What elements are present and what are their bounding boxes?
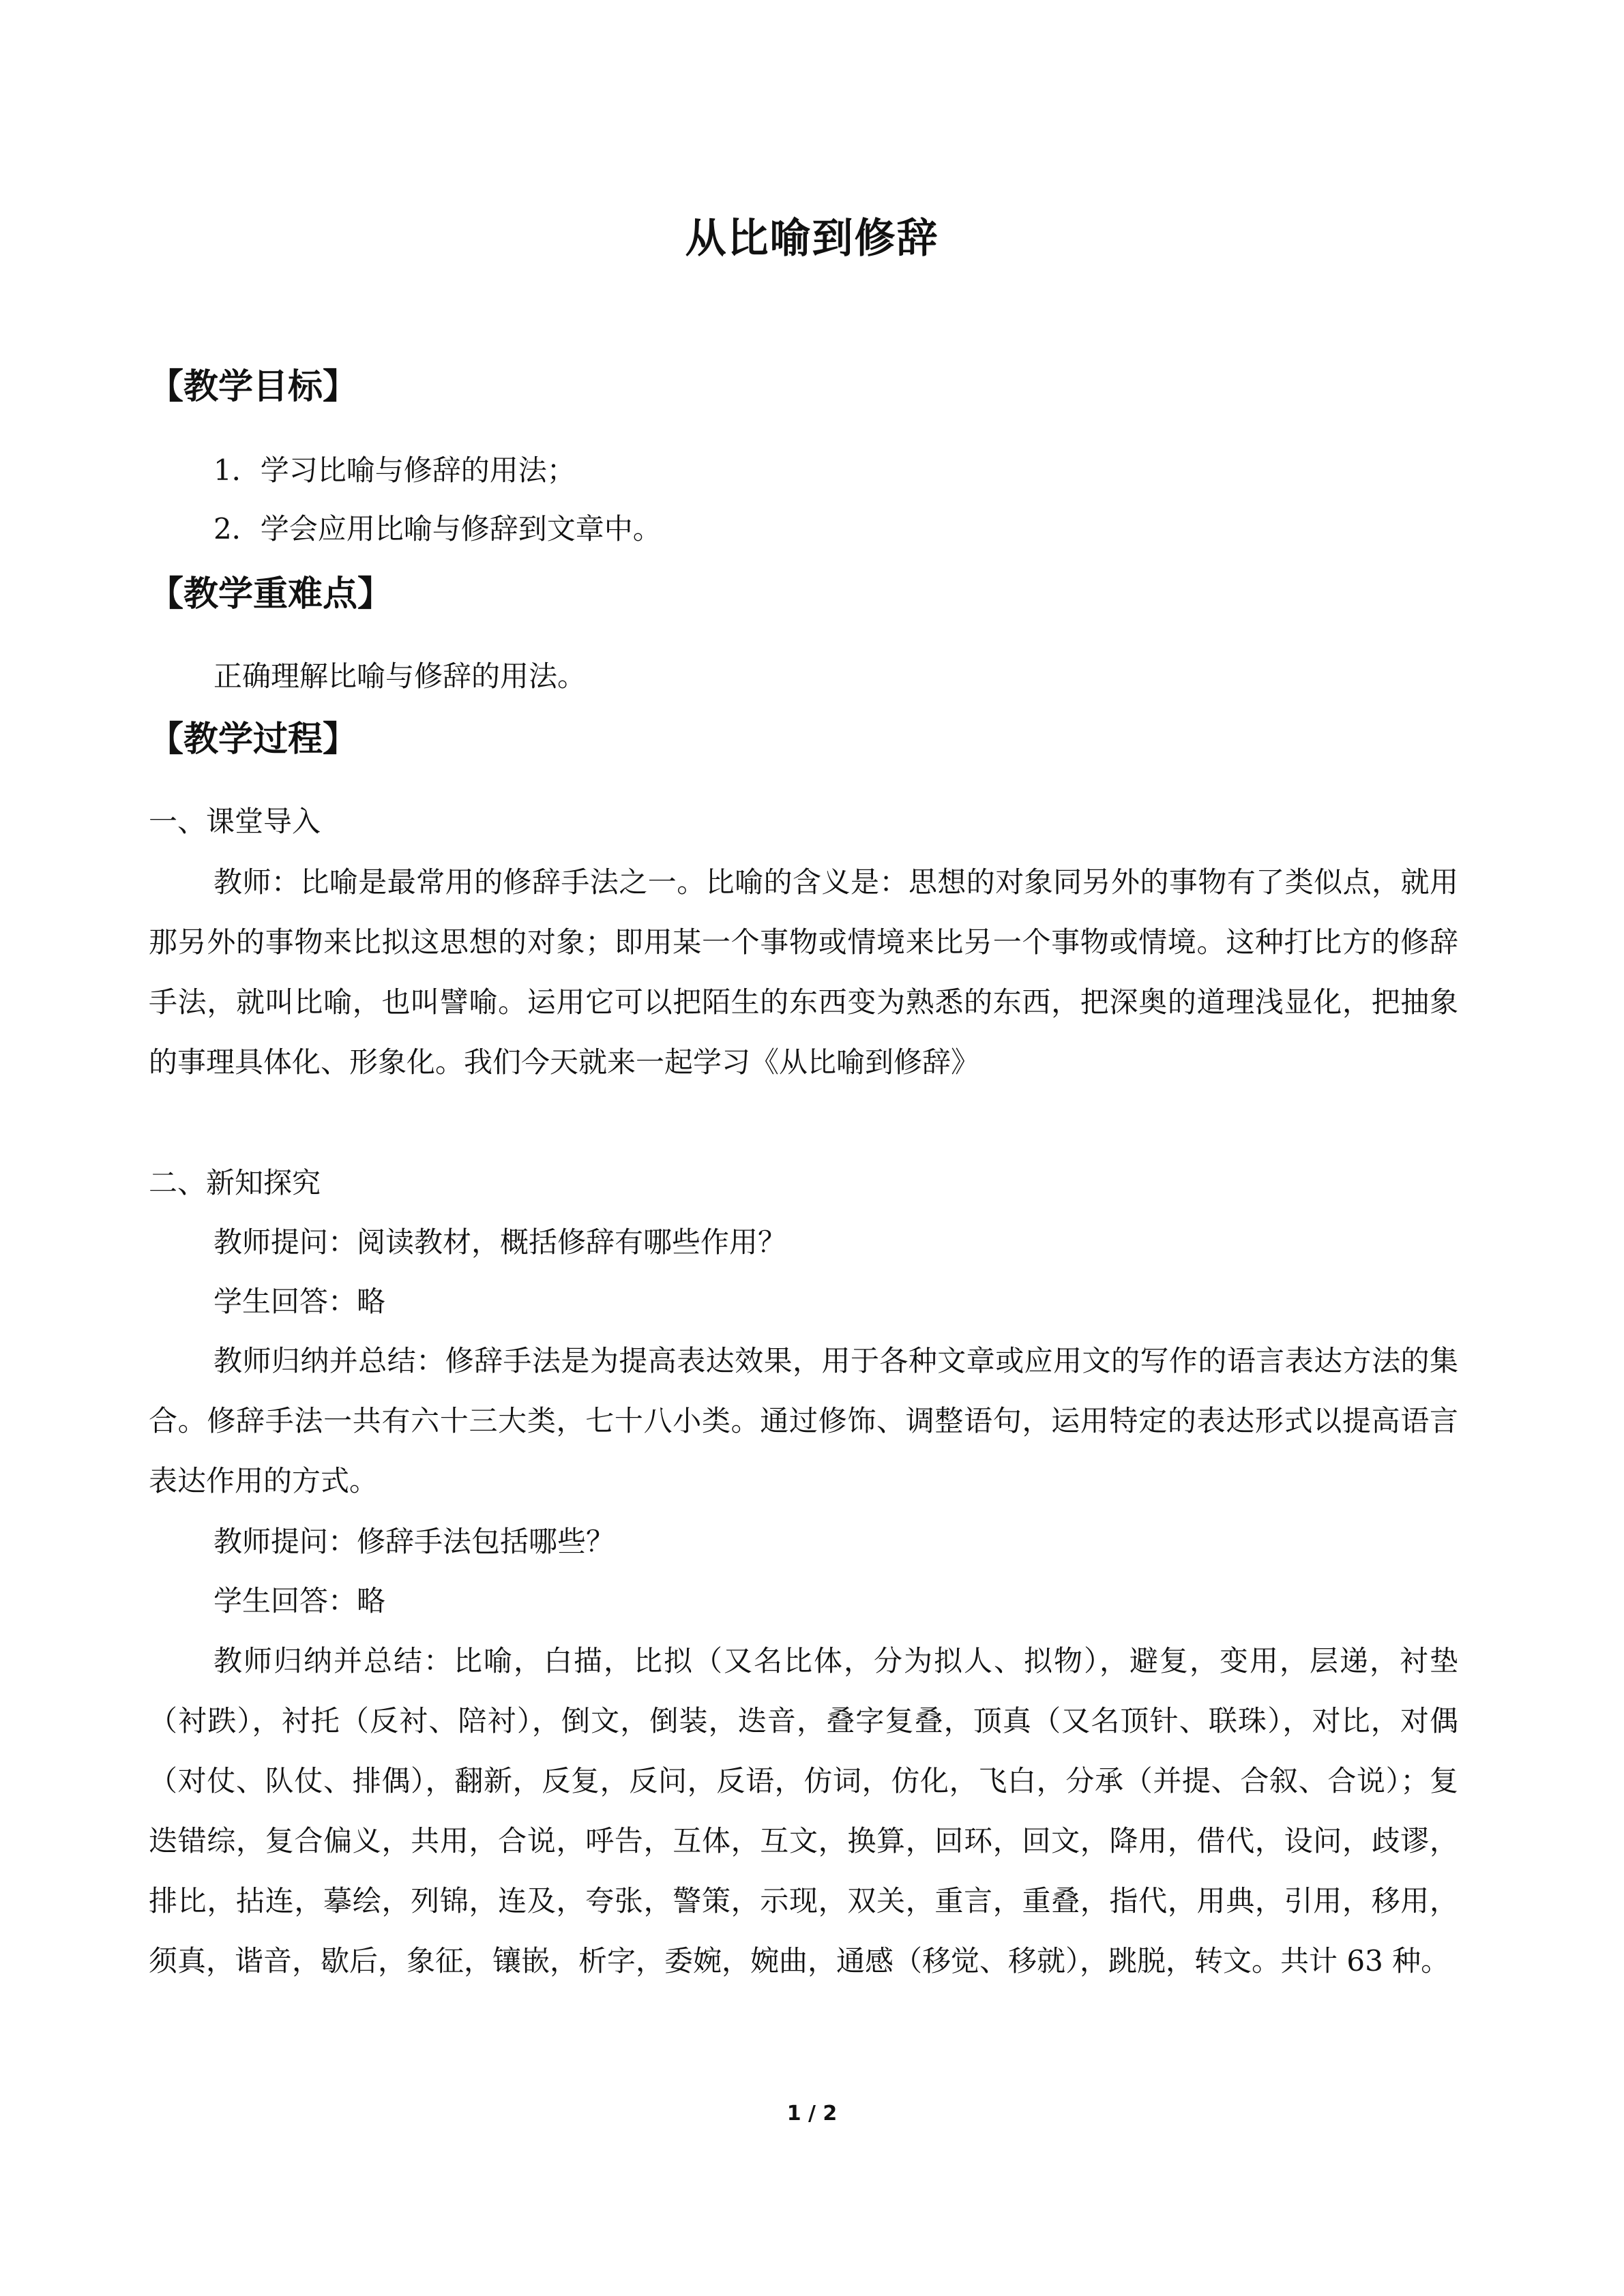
objective-item-1: 1．学习比喻与修辞的用法； xyxy=(213,453,576,487)
process-heading: 【教学过程】 xyxy=(149,719,358,760)
key-points-heading: 【教学重难点】 xyxy=(149,574,393,614)
objective-item-2: 2．学会应用比喻与修辞到文章中。 xyxy=(213,512,662,546)
teacher-question-1: 教师提问：阅读教材，概括修辞有哪些作用？ xyxy=(213,1225,787,1259)
part1-paragraph: 教师：比喻是最常用的修辞手法之一。比喻的含义是：思想的对象同另外的事物有了类似点，就用那另外的事物来比拟这思想的对象；即用某一个事物或情境来比另一个事物或情境。这种打比方的修辞手法，就叫比喻，也叫譬喻。运用它可以把陌生的东西变为熟悉的东西，把深奥的道理浅显化，把抽象的事理具体化、形象化。我们今天就来一起学习《从比喻到修辞》 xyxy=(149,865,1458,1079)
student-answer-2: 学生回答：略 xyxy=(213,1584,386,1617)
part2-title: 二、新知探究 xyxy=(149,1166,321,1199)
document-title: 从比喻到修辞 xyxy=(685,215,939,263)
part1-title: 一、课堂导入 xyxy=(149,805,321,838)
student-answer-1: 学生回答：略 xyxy=(213,1285,386,1318)
objectives-heading: 【教学目标】 xyxy=(149,367,358,407)
key-points-text: 正确理解比喻与修辞的用法。 xyxy=(213,659,587,693)
teacher-summary-1: 教师归纳并总结：修辞手法是为提高表达效果，用于各种文章或应用文的写作的语言表达方法的集合。修辞手法一共有六十三大类，七十八小类。通过修饰、调整语句，运用特定的表达形式以提高语言表达作用的方式。 xyxy=(149,1344,1458,1497)
teacher-question-2: 教师提问：修辞手法包括哪些？ xyxy=(213,1525,615,1558)
page-number: 1 / 2 xyxy=(786,2102,838,2126)
teacher-summary-2: 教师归纳并总结：比喻，白描，比拟（又名比体，分为拟人、拟物），避复，变用，层递，衬垫（衬跌），衬托（反衬、陪衬），倒文，倒装，迭音，叠字复叠，顶真（又名顶针、联珠），对比，对偶（对仗、队仗、排偶），翻新，反复，反问，反语，仿词，仿化，飞白，分承（并提、合叙、合说）；复迭错综，复合偏义，共用，合说，呼告，互体，互文，换算，回环，回文，降用，借代，设问，歧谬，排比，拈连，摹绘，列锦，连及，夸张，警策，示现，双关，重言，重叠，指代，用典，引用，移用，须真，谐音，歇后，象征，镶嵌，析字，委婉，婉曲，通感（移觉、移就），跳脱，转文。共计 63 种。 xyxy=(149,1644,1458,1978)
